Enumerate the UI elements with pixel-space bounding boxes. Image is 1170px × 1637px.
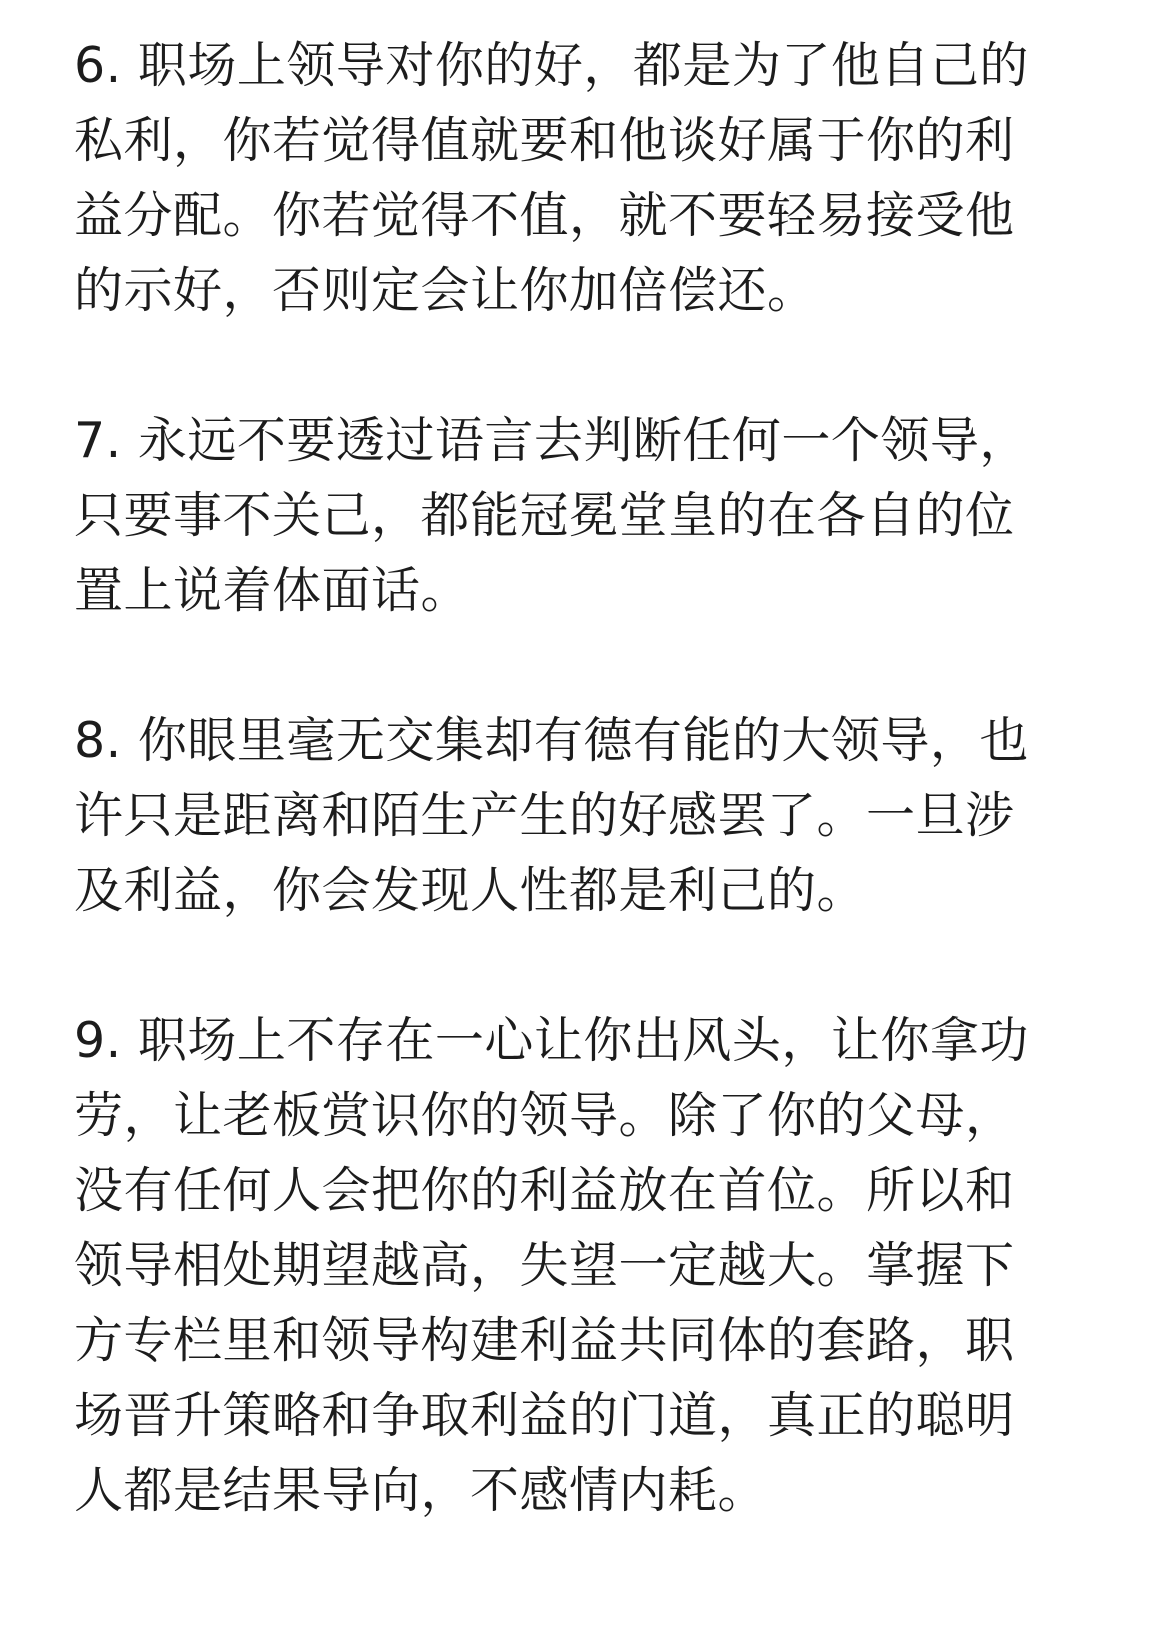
text-line: 没有任何人会把你的利益放在首位。所以和 [74,1162,1015,1219]
text-line: 场晋升策略和争取利益的门道，真正的聪明 [74,1387,1015,1444]
text-line: 私利，你若觉得值就要和他谈好属于你的利 [74,112,1015,169]
text-line: 益分配。你若觉得不值，就不要轻易接受他 [74,187,1015,244]
text-line: 8. 你眼里毫无交集却有德有能的大领导，也 [74,712,1029,769]
text-line: 9. 职场上不存在一心让你出风头，让你拿功 [74,1012,1029,1069]
paragraph-6 [74,28,1054,328]
text-line: 人都是结果导向，不感情内耗。 [74,1462,768,1519]
article-body [74,28,1054,1528]
text-line: 许只是距离和陌生产生的好感罢了。一旦涉 [74,787,1015,844]
paragraph-8 [74,703,1054,928]
text-line: 及利益，你会发现人性都是利己的。 [74,862,867,919]
text-line: 劳，让老板赏识你的领导。除了你的父母， [74,1087,1015,1144]
text-line: 7. 永远不要透过语言去判断任何一个领导， [74,412,1029,469]
paragraph-9 [74,1003,1054,1528]
text-line: 方专栏里和领导构建利益共同体的套路，职 [74,1312,1015,1369]
paragraph-7 [74,403,1054,628]
text-line: 领导相处期望越高，失望一定越大。掌握下 [74,1237,1015,1294]
text-line: 的示好，否则定会让你加倍偿还。 [74,262,817,319]
text-line: 置上说着体面话。 [74,562,471,619]
text-line: 只要事不关己，都能冠冕堂皇的在各自的位 [74,487,1015,544]
text-line: 6. 职场上领导对你的好，都是为了他自己的 [74,37,1029,94]
